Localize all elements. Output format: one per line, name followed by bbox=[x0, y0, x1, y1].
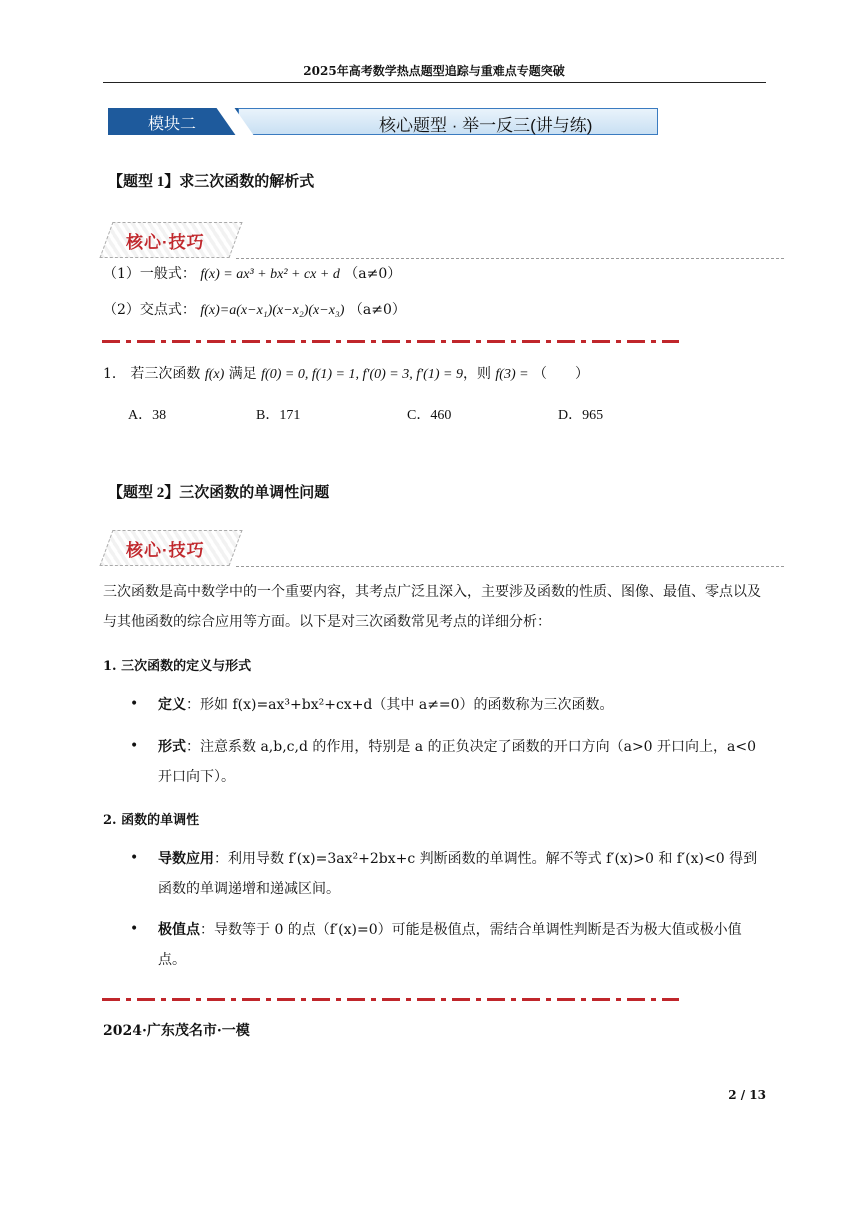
module-title-box bbox=[238, 108, 658, 135]
form-bullet: 形式：注意系数 a,b,c,d 的作用，特别是 a 的正负决定了函数的开口方向（a>0 开口向上，a<0 开口向下）。 bbox=[158, 739, 757, 785]
question-blank: （ ） bbox=[533, 366, 590, 382]
intro-paragraph: 三次函数是高中数学中的一个重要内容，其考点广泛且深入，主要涉及函数的性质、图像、最值、零点以及与其他函数的综合应用等方面。以下是对三次函数常见考点的详细分析： bbox=[103, 584, 761, 630]
header-rule bbox=[103, 82, 766, 83]
definition-bullet: 定义：形如 f(x)=ax³+bx²+cx+d（其中 a≠=0）的函数称为三次函数。 bbox=[158, 697, 614, 713]
question-conditions: f(0) = 0, f(1) = 1, f′(0) = 3, f′(1) = 9 bbox=[261, 367, 463, 382]
intersection-form-prefix: （2）交点式： bbox=[103, 302, 196, 318]
question-fx: f(x) bbox=[204, 367, 225, 382]
intersection-form-line bbox=[103, 299, 406, 319]
general-form-line bbox=[103, 263, 401, 283]
document-header-title: 2025年高考数学热点题型追踪与重难点专题突破 bbox=[303, 64, 565, 78]
module-banner bbox=[108, 108, 656, 135]
bullet-dot: • bbox=[130, 921, 139, 937]
general-form-formula: f(x) = ax³ + bx² + cx + d bbox=[200, 267, 340, 282]
question-source: 2024·广东茂名市·一模 bbox=[103, 1023, 250, 1039]
question-stem-pre: 若三次函数 bbox=[130, 366, 201, 382]
question-ask: f(3) = bbox=[495, 367, 529, 382]
badge-label: 核心·技巧 bbox=[126, 233, 205, 252]
general-form-cond: （a≠0） bbox=[344, 266, 402, 282]
section-separator-2 bbox=[102, 998, 679, 1001]
question-type-1-heading: 【题型 1】求三次函数的解析式 bbox=[108, 174, 315, 190]
question-type-2-heading: 【题型 2】三次函数的单调性问题 bbox=[108, 485, 330, 501]
badge-underline bbox=[236, 566, 784, 567]
module-label: 模块二 bbox=[148, 116, 197, 133]
section-separator-1 bbox=[102, 340, 679, 343]
section-1-title: 1. 三次函数的定义与形式 bbox=[103, 659, 252, 674]
question-stem-post: ，则 bbox=[462, 366, 491, 382]
question-number: 1． bbox=[103, 366, 126, 382]
option-b: B．171 bbox=[256, 408, 301, 423]
core-skill-badge-1 bbox=[104, 220, 784, 260]
intersection-form-formula: f(x)=a(x−x₁)(x−x₂)(x−x₃) bbox=[200, 303, 345, 318]
option-d: D．965 bbox=[558, 408, 604, 423]
intersection-form-cond: （a≠0） bbox=[348, 302, 406, 318]
bullet-dot: • bbox=[130, 696, 139, 712]
question-stem-mid: 满足 bbox=[228, 366, 257, 382]
module-title: 核心题型 · 举一反三(讲与练) bbox=[379, 116, 593, 135]
question-1 bbox=[103, 363, 589, 383]
option-c: C．460 bbox=[407, 408, 452, 423]
badge-underline bbox=[236, 258, 784, 259]
derivative-bullet: 导数应用：利用导数 f′(x)=3ax²+2bx+c 判断函数的单调性。解不等式 f′(x)>0 和 f′(x)<0 得到函数的单调递增和递减区间。 bbox=[158, 851, 758, 897]
badge-label: 核心·技巧 bbox=[126, 541, 205, 560]
bullet-dot: • bbox=[130, 850, 139, 866]
general-form-prefix: （1）一般式： bbox=[103, 266, 196, 282]
page-number: 2 / 13 bbox=[728, 1088, 766, 1102]
extremum-bullet: 极值点：导数等于 0 的点（f′(x)=0）可能是极值点，需结合单调性判断是否为极大值或极小值点。 bbox=[158, 922, 742, 968]
section-2-title: 2. 函数的单调性 bbox=[103, 813, 200, 828]
bullet-dot: • bbox=[130, 738, 139, 754]
option-a: A．38 bbox=[128, 408, 167, 423]
core-skill-badge-2 bbox=[104, 528, 784, 568]
